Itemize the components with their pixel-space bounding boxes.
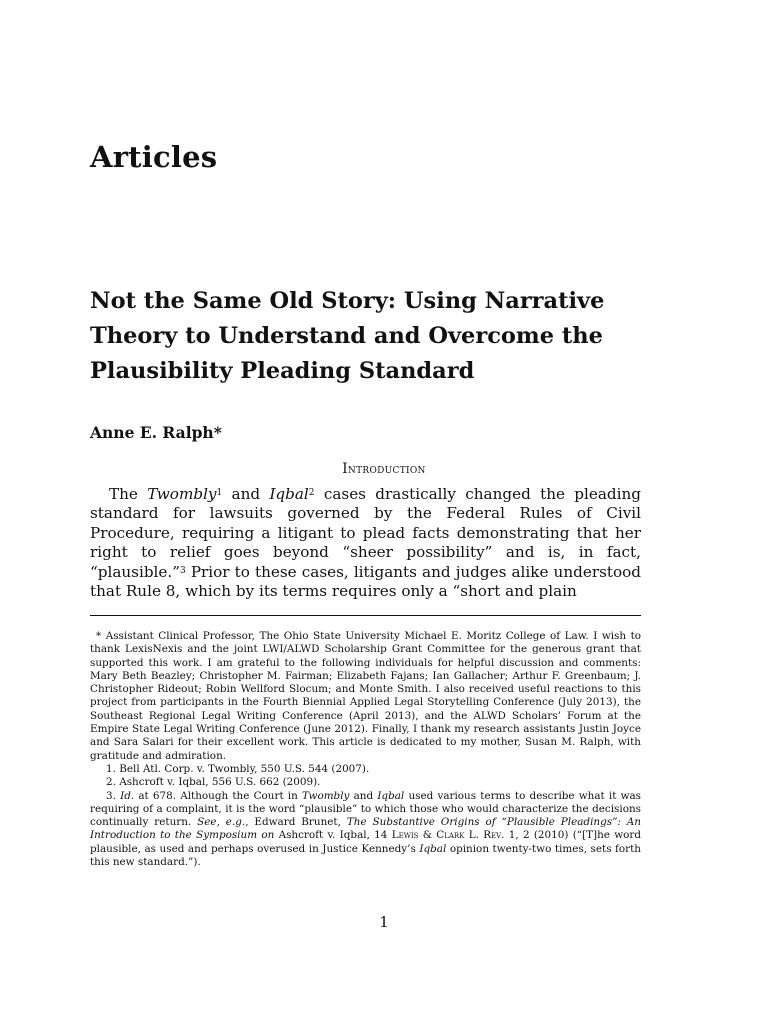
footnotes: [90, 630, 641, 869]
footnote-ref-1[interactable]: 1: [216, 488, 223, 498]
footnote-3: 3. Id. at 678. Although the Court in Twombly and Iqbal used various terms to describe what it was requiring of a complaint, it is the word “plausible” to which those who would characterize the decisions continually return. See, e.g., Edward Brunet, The Substantive Origins of “Plausible Pleadings”: An Introduction to the Symposium on Ashcroft v. Iqbal, 14 Lewis & Clark L. Rev. 1, 2 (2010) (“[T]he word plausible, as used and perhaps overused in Justice Kennedy’s Iqbal opinion twenty-two times, sets forth this new standard.”).: [90, 789, 641, 869]
footnote-2: 2. Ashcroft v. Iqbal, 556 U.S. 662 (2009).: [106, 776, 321, 789]
footnote-author: * Assistant Clinical Professor, The Ohio State University Michael E. Moritz College of Law. I wish to thank LexisNexis and the joint LWI/ALWD Scholarship Grant Committee for the generous grant that supported this work. I am grateful to the following individuals for helpful discussion and comments: Mary Beth Beazley; Christopher M. Fairman; Elizabeth Fajans; Ian Gallacher; Arthur F. Greenbaum; J. Christopher Rideout; Robin Wellford Slocum; and Monte Smith. I also received useful reactions to this project from participants in the Fourth Biennial Applied Legal Storytelling Conference (July 2013), the Southeast Regional Legal Writing Conference (April 2013), and the ALWD Scholars’ Forum at the Empire State Legal Writing Conference (June 2012). Finally, I thank my research assistants Justin Joyce and Sara Salari for their excellent work. This article is dedicated to my mother, Susan M. Ralph, with gratitude and admiration.: [90, 630, 641, 762]
page-number: 1: [379, 913, 389, 931]
footnote-divider: [90, 615, 641, 616]
footnote-ref-2[interactable]: 2: [308, 488, 315, 498]
introduction-heading: Introduction: [342, 461, 426, 477]
body-paragraph: The Twombly$^1$ and Iqbal$^2$ cases drastically changed the pleading standard for lawsuits governed by the Federal Rules of Civil Procedure, requiring a litigant to plead facts demonstrating that her right to relief goes beyond “sheer possibility” and is, in fact, “plausible.”$^3$ Prior to these cases, litigants and judges alike understood that Rule 8, which by its terms requires only a “short and plain: [90, 485, 641, 601]
author-name: Anne E. Ralph*: [90, 423, 222, 442]
footnote-1: 1. Bell Atl. Corp. v. Twombly, 550 U.S. 544 (2007).: [106, 762, 370, 775]
article-title: Not the Same Old Story: Using Narrative Theory to Understand and Overcome the Plausibility Pleading Standard: [90, 288, 605, 384]
footnote-ref-3[interactable]: 3: [180, 565, 186, 576]
section-heading: Articles: [90, 140, 218, 174]
